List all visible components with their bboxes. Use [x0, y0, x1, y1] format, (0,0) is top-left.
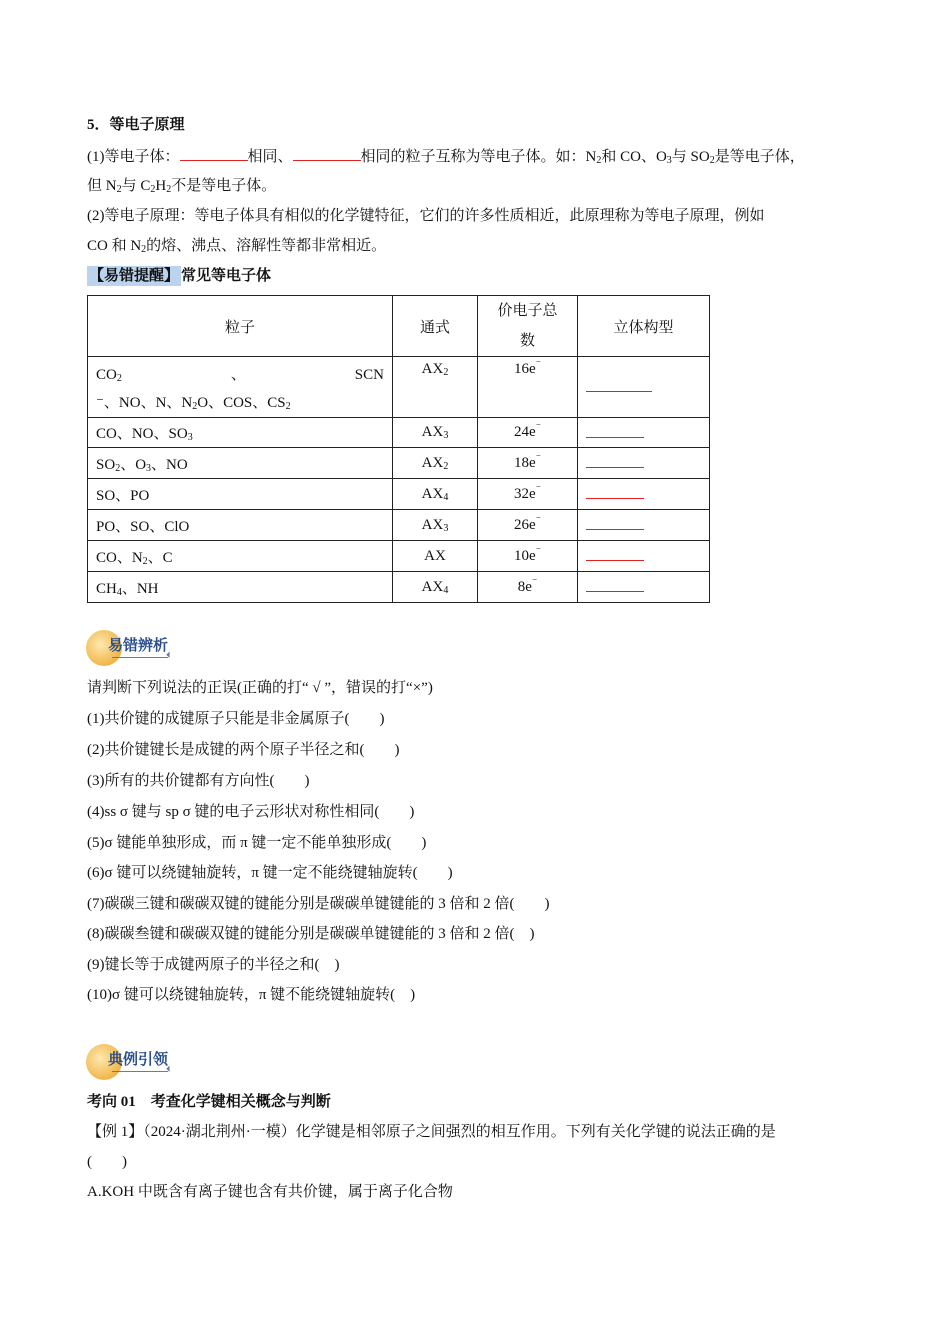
section-badge-errors [86, 628, 182, 668]
formula-cell: $AX_2$ [393, 357, 478, 418]
valence-cell: 18e⁻ [478, 448, 578, 479]
example-question-line-2: ( ) [87, 1154, 127, 1170]
particle-cell: PO、SO、ClO [88, 510, 393, 541]
valence-cell: 8e⁻ [478, 572, 578, 603]
fill-blank[interactable] [586, 484, 644, 499]
valence-cell: 24e⁻ [478, 418, 578, 448]
formula-cell: $AX_3$ [393, 510, 478, 541]
judge-item: (8)碳碳叁键和碳碳双键的键能分别是碳碳单键键能的 3 倍和 2 倍( ) [87, 926, 535, 942]
badge-rule [112, 657, 168, 658]
geometry-cell [578, 510, 710, 541]
valence-cell: 10e⁻ [478, 541, 578, 572]
text: H [155, 178, 167, 194]
formula-cell: $AX_4$ [393, 572, 478, 603]
text: 不是等电子体。 [171, 178, 277, 194]
header-particle: 粒子 [88, 296, 393, 357]
judge-item: (3)所有的共价键都有方向性( ) [87, 773, 310, 789]
paragraph-1-line-2 [87, 176, 276, 196]
header-formula: 通式 [393, 296, 478, 357]
table-row [88, 479, 710, 510]
tip-tag: 【易错提醒】 [89, 268, 180, 284]
badge-arrow-icon: ⏴ [166, 1065, 171, 1075]
text: 、 [230, 367, 246, 383]
section-badge-examples [86, 1042, 182, 1082]
formula-cell: $AX_3$ [393, 418, 478, 448]
tip-heading [87, 266, 271, 286]
geometry-cell [578, 448, 710, 479]
fill-blank[interactable] [586, 423, 644, 438]
judge-item: (5)σ 键能单独形成，而 π 键一定不能单独形成( ) [87, 835, 427, 851]
particle-cell [88, 357, 393, 418]
example-option-a: A.KOH 中既含有离子键也含有共价键，属于离子化合物 [87, 1184, 453, 1200]
example-question-line-1: 【例 1】（2024·湖北荆州·一模）化学键是相邻原子之间强烈的相互作用。下列有关化学键的说法正确的是 [87, 1124, 776, 1140]
judge-item: (6)σ 键可以绕键轴旋转，π 键一定不能绕键轴旋转( ) [87, 865, 453, 881]
text: 数 [519, 333, 535, 349]
badge-arrow-icon: ⏴ [166, 651, 171, 661]
text: 与 C [121, 178, 151, 194]
paragraph-2-line-1: (2)等电子原理：等电子体具有相似的化学键特征，它们的许多性质相近，此原理称为等电子原理，例如 [87, 208, 765, 224]
text: 相同的粒子互称为等电子体。如：N [360, 149, 597, 165]
valence-cell: 26e⁻ [478, 510, 578, 541]
subscript: 2 [116, 184, 122, 195]
text: 价电子总 [497, 303, 558, 319]
section-title: 5．等电子原理 [87, 117, 185, 133]
formula-cell: $AX_2$ [393, 448, 478, 479]
particle-line-1 [96, 361, 384, 389]
judge-item: (7)碳碳三键和碳碳双键的键能分别是碳碳单键键能的 3 倍和 2 倍( ) [87, 896, 550, 912]
fill-blank[interactable] [180, 146, 248, 161]
judge-intro: 请判断下列说法的正误(正确的打“ √ ”，错误的打“×”) [87, 680, 433, 696]
particle-line-2: ⁻、NO、N、$N_2O$、COS、$CS_2$ [96, 395, 291, 412]
text: 与 SO [671, 149, 710, 165]
text: 的熔、沸点、溶解性等都非常相近。 [146, 238, 387, 254]
paragraph-2-line-2 [87, 236, 386, 256]
text: CO 和 N [87, 238, 142, 254]
geometry-cell [578, 541, 710, 572]
table-row [88, 510, 710, 541]
badge-rule [112, 1071, 168, 1072]
text: (1)等电子体： [87, 149, 180, 165]
table-row [88, 541, 710, 572]
judge-item: (10)σ 键可以绕键轴旋转，π 键不能绕键轴旋转( ) [87, 987, 416, 1003]
valence-cell: 16e⁻ [478, 357, 578, 418]
formula-cell: AX [393, 541, 478, 572]
text: 但 N [87, 178, 117, 194]
fill-blank[interactable] [586, 377, 652, 392]
text: $CO_2$ [96, 367, 122, 384]
particle-cell: $CH_4$、NH [88, 572, 393, 603]
valence-cell: 32e⁻ [478, 479, 578, 510]
subscript: 2 [141, 244, 147, 255]
header-geometry: 立体构型 [578, 296, 710, 357]
example-heading: 考向 01 考查化学键相关概念与判断 [87, 1094, 331, 1110]
fill-blank[interactable] [586, 577, 644, 592]
table-row [88, 418, 710, 448]
judge-item: (9)键长等于成键两原子的半径之和( ) [87, 957, 340, 973]
badge-label: 易错辨析 [108, 636, 169, 654]
subscript: 2 [709, 155, 715, 166]
subscript: 3 [666, 155, 672, 166]
subscript: 2 [150, 184, 156, 195]
text: 和 CO、O [601, 149, 667, 165]
judge-item: (4)ss σ 键与 sp σ 键的电子云形状对称性相同( ) [87, 804, 415, 820]
geometry-cell [578, 479, 710, 510]
geometry-cell [578, 572, 710, 603]
text: 是等电子体， [714, 149, 805, 165]
text: SCN [354, 367, 384, 383]
table-header-row [88, 296, 710, 357]
fill-blank[interactable] [586, 515, 644, 530]
particle-cell: CO、NO、$SO_3$ [88, 418, 393, 448]
table-row [88, 357, 710, 418]
isoelectronic-table [87, 295, 710, 603]
fill-blank[interactable] [586, 453, 644, 468]
table-row [88, 448, 710, 479]
particle-cell: CO、$N_2$、C [88, 541, 393, 572]
tip-title: 常见等电子体 [181, 268, 272, 284]
particle-cell: $SO_2$、$O_3$、NO [88, 448, 393, 479]
paragraph-1-line-1 [87, 146, 805, 167]
fill-blank[interactable] [293, 146, 361, 161]
subscript: 2 [166, 184, 172, 195]
judge-item: (2)共价键键长是成键的两个原子半径之和( ) [87, 742, 400, 758]
formula-cell: $AX_4$ [393, 479, 478, 510]
subscript: 2 [596, 155, 602, 166]
geometry-cell [578, 357, 710, 418]
badge-label: 典例引领 [108, 1050, 169, 1068]
geometry-cell [578, 418, 710, 448]
text: 相同、 [247, 149, 293, 165]
judge-item: (1)共价键的成键原子只能是非金属原子( ) [87, 711, 385, 727]
table-row [88, 572, 710, 603]
header-valence-electrons [478, 296, 578, 357]
fill-blank[interactable] [586, 546, 644, 561]
particle-cell: SO、PO [88, 479, 393, 510]
